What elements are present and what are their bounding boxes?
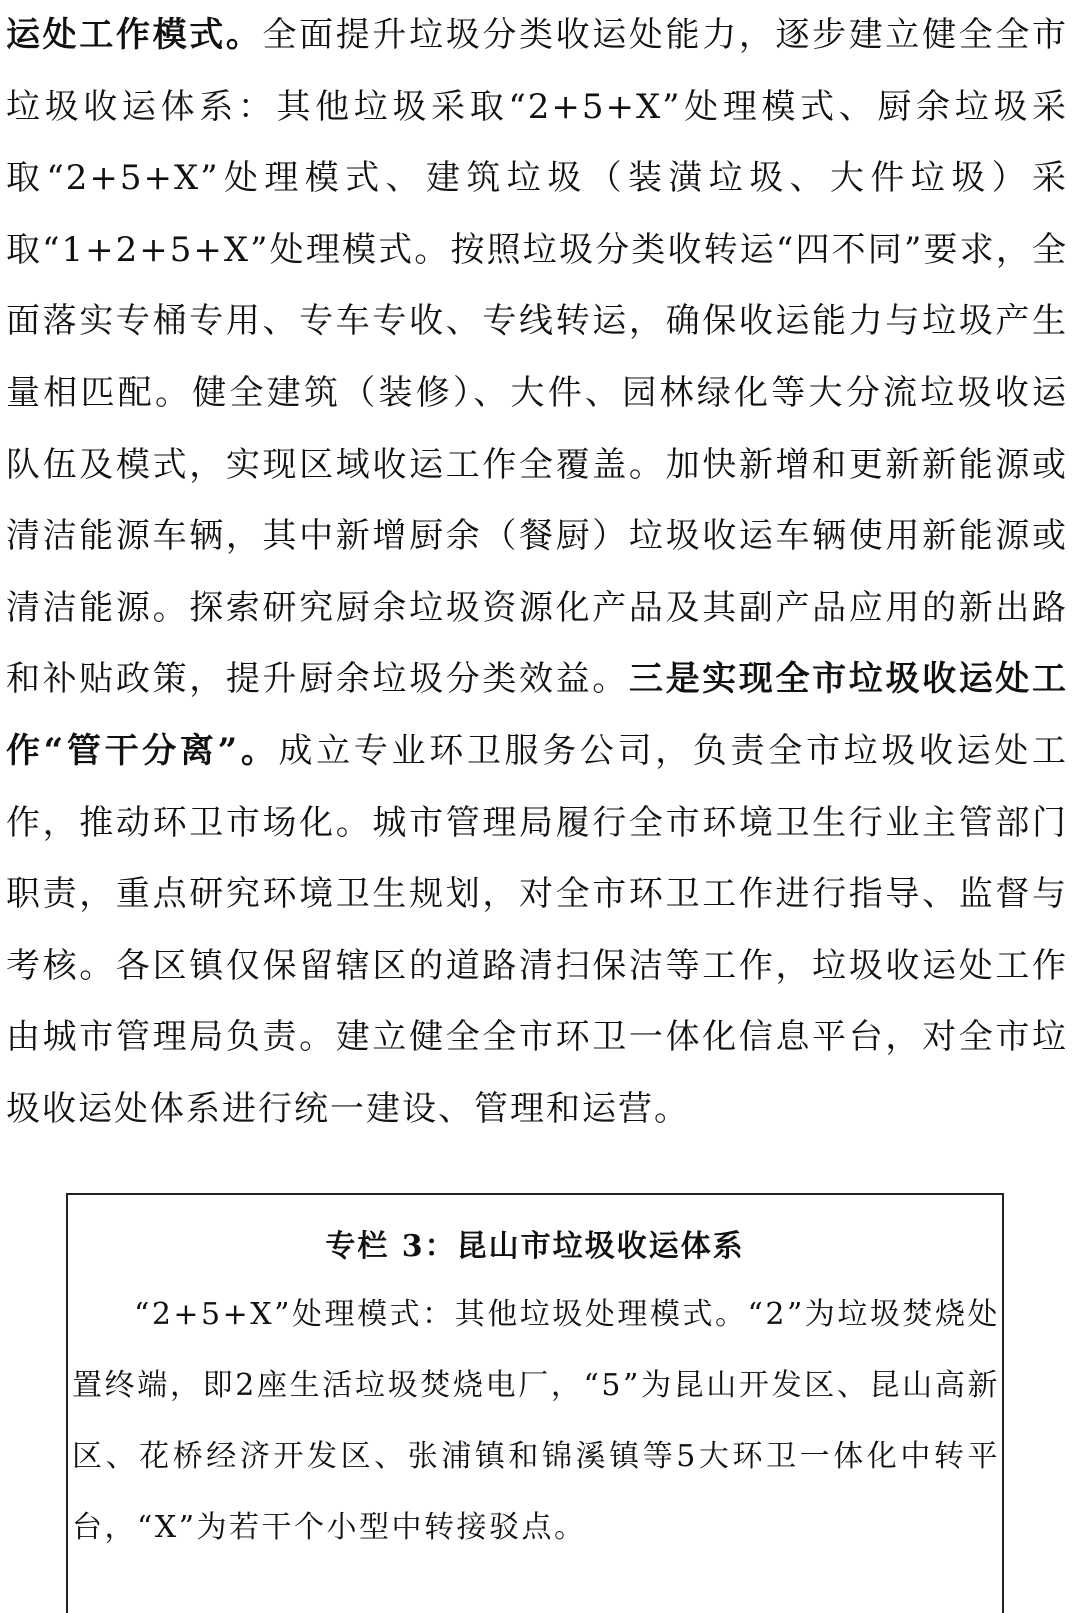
- body-bold-run-3: 三是实现全市垃圾收运处工作“管干分离”。: [6, 659, 1069, 771]
- body-text-run-4: 成立专业环卫服务公司，负责全市垃圾收运处工作，推动环卫市场化。城市管理局履行全市环境卫生行业主管部门职责，重点研究环境卫生规划，对全市环卫工作进行指导、监督与考核。各区镇仅保留辖区的道路清扫保洁等工作，垃圾收运处工作由城市管理局负责。建立健全全市环卫一体化信息平台，对全市垃圾收运处体系进行统一建设、管理和运营。: [6, 730, 1068, 1129]
- body-text-run-2: 全面提升垃圾分类收运处能力，逐步建立健全全市垃圾收运体系：其他垃圾采取“2+5+X”处理模式、厨余垃圾采取“2+5+X”处理模式、建筑垃圾（装潢垃圾、大件垃圾）采取“1+2+5+X”处理模式。按照垃圾分类收转运“四不同”要求，全面落实专桶专用、专车专收、专线转运，确保收运能力与垃圾产生量相匹配。健全建筑（装修）、大件、园林绿化等大分流垃圾收运队伍及模式，实现区域收运工作全覆盖。加快新增和更新新能源或清洁能源车辆，其中新增厨余（餐厨）垃圾收运车辆使用新能源或清洁能源。探索研究厨余垃圾资源化产品及其副产品应用的新出路和补贴政策，提升厨余垃圾分类效益。: [6, 15, 1068, 700]
- sidebar-title: 专栏 3：昆山市垃圾收运体系: [325, 1229, 745, 1264]
- sidebar-text: “2+5+X”处理模式：其他垃圾处理模式。“2”为垃圾焚烧处置终端，即2座生活垃圾焚烧电厂，“5”为昆山开发区、昆山高新区、花桥经济开发区、张浦镇和锦溪镇等5大环卫一体化中转平台，“X”为若干个小型中转接驳点。: [72, 1297, 1000, 1545]
- body-paragraph: [6, 0, 1068, 1146]
- body-bold-run-1: 运处工作模式。: [6, 15, 263, 55]
- sidebar-box: [66, 1193, 1004, 1613]
